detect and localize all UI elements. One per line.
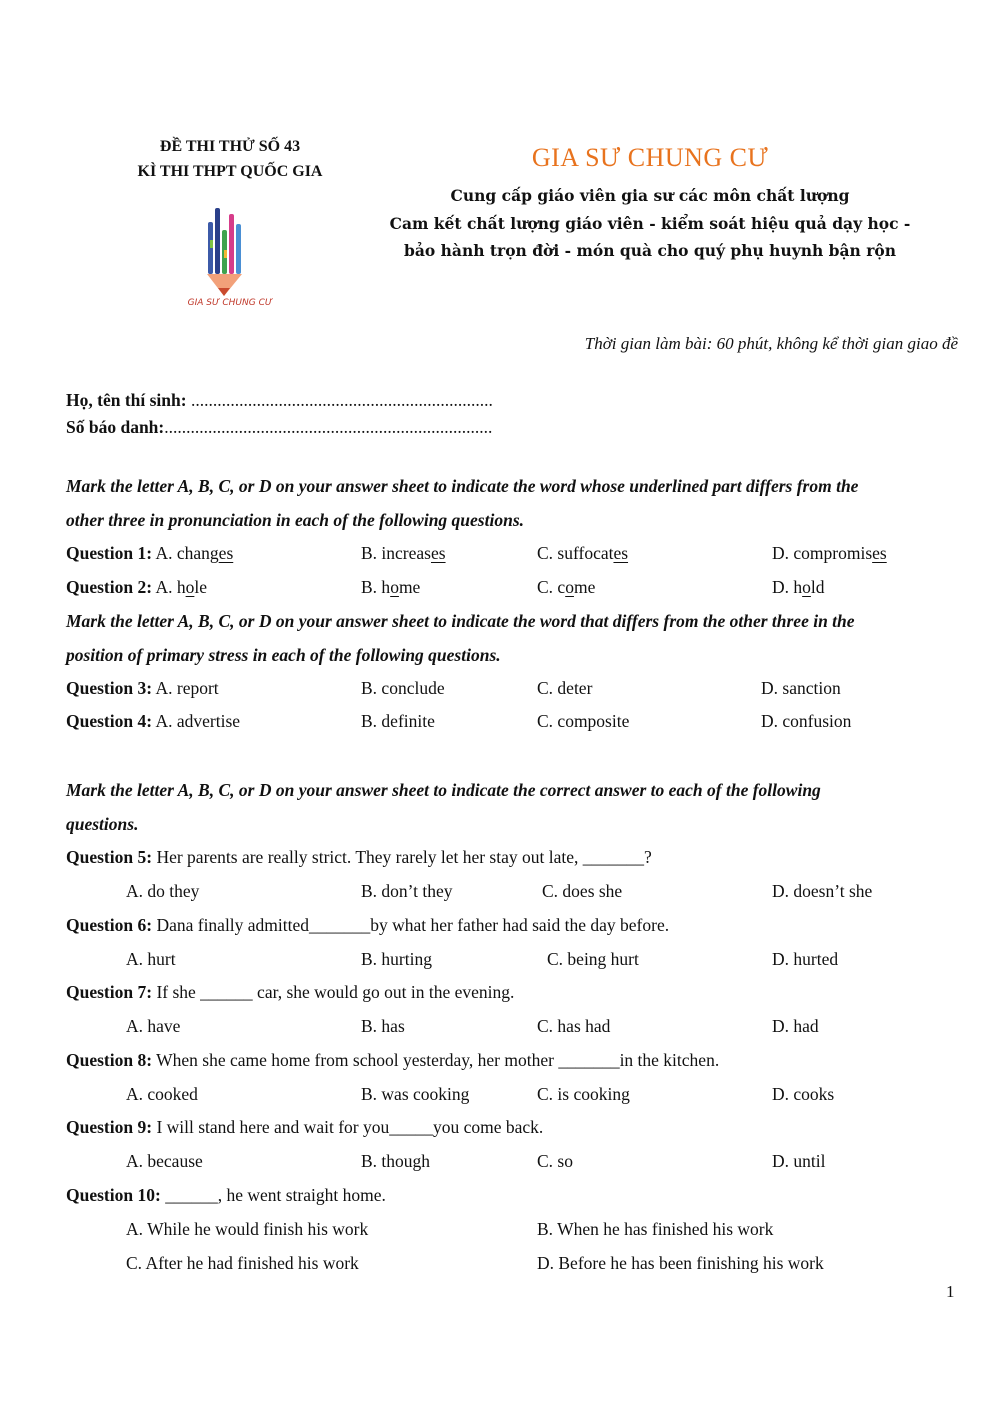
question-10-option-c[interactable]: C. After he had finished his work <box>126 1253 359 1273</box>
question-7 <box>66 982 514 1003</box>
commitment-line-1: Cam kết chất lượng giáo viên - kiểm soát hiệu quả dạy học - <box>389 214 911 233</box>
question-5-option-a[interactable]: A. do they <box>126 881 200 901</box>
question-text: I will stand here and wait for you_____you come back. <box>152 1117 544 1137</box>
question-1-option-d[interactable]: D. compromises <box>772 543 887 563</box>
question-4 <box>66 711 240 732</box>
question-4-option-b[interactable]: B. definite <box>361 711 435 731</box>
section-2-instruction-line-2: position of primary stress in each of the following questions. <box>66 645 501 665</box>
question-1-option-b[interactable]: B. increases <box>361 543 446 563</box>
candidate-name-label: Họ, tên thí sinh: <box>66 390 187 410</box>
question-label: Question 9: <box>66 1117 153 1137</box>
question-2-option-c[interactable]: C. come <box>537 577 596 597</box>
question-8-option-d[interactable]: D. cooks <box>772 1084 835 1104</box>
question-7-option-c[interactable]: C. has had <box>537 1016 611 1036</box>
question-5-option-d[interactable]: D. doesn’t she <box>772 881 873 901</box>
question-text: When she came home from school yesterday, her mother _______in the kitchen. <box>152 1050 720 1070</box>
candidate-name-line <box>66 390 493 411</box>
option-a[interactable]: A. report <box>155 678 219 698</box>
candidate-name-field[interactable]: ..................................................................... <box>186 390 493 410</box>
page-number: 1 <box>946 1282 955 1301</box>
question-6-option-b[interactable]: B. hurting <box>361 949 432 969</box>
question-3-option-c[interactable]: C. deter <box>537 678 593 698</box>
option-a[interactable]: A. changes <box>155 543 234 563</box>
question-8 <box>66 1050 719 1071</box>
exam-number: ĐỀ THI THỬ SỐ 43 <box>159 138 301 155</box>
question-2-option-b[interactable]: B. home <box>361 577 421 597</box>
brand-title: GIA SƯ CHUNG CƯ <box>531 143 769 172</box>
logo-caption: GIA SƯ CHUNG CƯ <box>187 298 273 308</box>
question-3 <box>66 678 219 699</box>
question-label: Question 1: <box>66 543 153 563</box>
question-9 <box>66 1117 543 1138</box>
question-9-option-a[interactable]: A. because <box>126 1151 203 1171</box>
question-3-option-d[interactable]: D. sanction <box>761 678 841 698</box>
section-1-instruction-line-2: other three in pronunciation in each of the following questions. <box>66 510 524 530</box>
question-1-option-c[interactable]: C. suffocates <box>537 543 629 563</box>
question-9-option-d[interactable]: D. until <box>772 1151 826 1171</box>
candidate-id-label: Số báo danh: <box>66 417 165 437</box>
question-6-option-d[interactable]: D. hurted <box>772 949 839 969</box>
question-label: Question 8: <box>66 1050 153 1070</box>
question-2-option-d[interactable]: D. hold <box>772 577 825 597</box>
section-3-instruction-line-2: questions. <box>66 814 139 834</box>
question-text: ______, he went straight home. <box>160 1185 386 1205</box>
logo <box>180 200 280 320</box>
question-label: Question 2: <box>66 577 153 597</box>
question-7-option-a[interactable]: A. have <box>126 1016 181 1036</box>
question-label: Question 6: <box>66 915 153 935</box>
question-label: Question 4: <box>66 711 153 731</box>
pencil-logo-icon <box>180 200 280 300</box>
question-text: If she ______ car, she would go out in the evening. <box>152 982 515 1002</box>
section-3-instruction-line-1: Mark the letter A, B, C, or D on your answer sheet to indicate the correct answer to each of the following <box>66 780 821 800</box>
question-2 <box>66 577 207 598</box>
question-text: Dana finally admitted_______by what her father had said the day before. <box>152 915 670 935</box>
tagline: Cung cấp giáo viên gia sư các môn chất lượng <box>450 186 850 205</box>
section-1-instruction-line-1: Mark the letter A, B, C, or D on your answer sheet to indicate the word whose underlined part differs from the <box>66 476 859 496</box>
question-6-option-a[interactable]: A. hurt <box>126 949 176 969</box>
question-6-option-c[interactable]: C. being hurt <box>547 949 639 969</box>
time-allowed: Thời gian làm bài: 60 phút, không kể thời gian giao đề <box>584 334 958 353</box>
question-9-option-b[interactable]: B. though <box>361 1151 431 1171</box>
candidate-id-line <box>66 417 492 438</box>
question-7-option-b[interactable]: B. has <box>361 1016 405 1036</box>
question-3-option-b[interactable]: B. conclude <box>361 678 445 698</box>
question-10-option-a[interactable]: A. While he would finish his work <box>126 1219 369 1239</box>
exam-name: KÌ THI THPT QUỐC GIA <box>137 163 323 180</box>
question-10 <box>66 1185 386 1206</box>
question-label: Question 3: <box>66 678 153 698</box>
question-9-option-c[interactable]: C. so <box>537 1151 573 1171</box>
question-5 <box>66 847 652 868</box>
question-6 <box>66 915 669 936</box>
question-10-option-b[interactable]: B. When he has finished his work <box>537 1219 774 1239</box>
question-7-option-d[interactable]: D. had <box>772 1016 819 1036</box>
question-4-option-c[interactable]: C. composite <box>537 711 630 731</box>
question-label: Question 5: <box>66 847 153 867</box>
question-5-option-c[interactable]: C. does she <box>542 881 623 901</box>
candidate-id-field[interactable]: ........................................................................... <box>164 417 493 437</box>
question-1 <box>66 543 233 564</box>
question-4-option-d[interactable]: D. confusion <box>761 711 852 731</box>
commitment-line-2: bảo hành trọn đời - món quà cho quý phụ huynh bận rộn <box>404 241 896 260</box>
question-8-option-b[interactable]: B. was cooking <box>361 1084 470 1104</box>
question-10-option-d[interactable]: D. Before he has been finishing his work <box>537 1253 824 1273</box>
section-2-instruction-line-1: Mark the letter A, B, C, or D on your answer sheet to indicate the word that differs from the other three in the <box>66 611 855 631</box>
question-5-option-b[interactable]: B. don’t they <box>361 881 453 901</box>
question-8-option-c[interactable]: C. is cooking <box>537 1084 630 1104</box>
question-text: Her parents are really strict. They rarely let her stay out late, _______? <box>152 847 652 867</box>
question-label: Question 10: <box>66 1185 161 1205</box>
option-a[interactable]: A. hole <box>155 577 208 597</box>
question-label: Question 7: <box>66 982 153 1002</box>
option-a[interactable]: A. advertise <box>155 711 241 731</box>
question-8-option-a[interactable]: A. cooked <box>126 1084 198 1104</box>
